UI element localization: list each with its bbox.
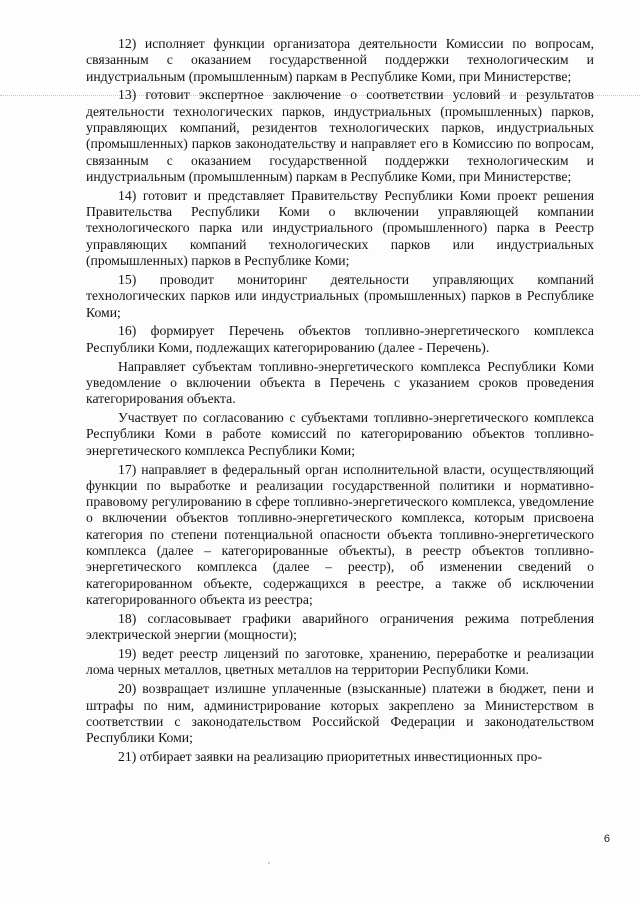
paragraph-item-20: 20) возвращает излишне уплаченные (взысканные) платежи в бюджет, пени и штрафы по ним, администрирование которых закреплено за Министерством в соответствии с законодательством Российской Федерации и законодательством Республики Коми; [86,681,594,746]
paragraph-item-13: 13) готовит экспертное заключение о соответствии условий и результатов деятельности технологических парков, индустриальных (промышленных) парков, управляющих компаний, резидентов технологических парков, индустриальных (промышленных) парков законодательству и направляет его в Комиссию по вопросам, связанным с оказанием государственной поддержки технологическим и индустриальным (промышленным) паркам в Республике Коми, при Министерстве; [86,87,594,184]
paragraph-item-14: 14) готовит и представляет Правительству Республики Коми проект решения Правительства Республики Коми о включении управляющей компании технологического парка или индустриального (промышленного) парка в Реестр управляющих компаний технологических парков или индустриальных (промышленных) парков в Республике Коми; [86,187,594,269]
scan-artifact-dot [268,862,270,864]
paragraph-item-16-participate: Участвует по согласованию с субъектами топливно-энергетического комплекса Республики Коми в работе комиссий по категорированию объектов топливно-энергетического комплекса Республики Коми; [86,410,594,458]
document-body [86,36,594,768]
paragraph-item-21: 21) отбирает заявки на реализацию приоритетных инвестиционных про- [118,749,543,764]
paragraph-item-19: 19) ведет реестр лицензий по заготовке, хранению, переработке и реализации лома черных металлов, цветных металлов на территории Республики Коми. [86,646,594,678]
page-number: 6 [603,833,610,845]
paragraph-item-15: 15) проводит мониторинг деятельности управляющих компаний технологических парков или индустриальных (промышленных) парков в Республике Коми; [86,271,594,320]
paragraph-item-16-notify: Направляет субъектам топливно-энергетического комплекса Республики Коми уведомление о включении объекта в Перечень с указанием сроков проведения категорирования объекта. [86,358,594,407]
paragraph-item-18: 18) согласовывает графики аварийного ограничения режима потребления электрической энергии (мощности); [86,610,594,643]
paragraph-item-16: 16) формирует Перечень объектов топливно-энергетического комплекса Республики Коми, подлежащих категорированию (далее - Перечень). [86,323,594,355]
paragraph-item-17: 17) направляет в федеральный орган исполнительной власти, осуществляющий функции по выработке и реализации государственной политики и нормативно-правовому регулированию в сфере топливно-энергетического комплекса, уведомление о включении объектов топливно-энергетического комплекса, которым присвоена категория по степени потенциальной опасности объекта топливно-энергетического комплекса (далее – категорированные объекты), в реестр объектов топливно-энергетического комплекса (далее – реестр), об изменении сведений о категорированном объекте, содержащихся в реестре, а также об исключении категорированного объекта из реестра; [86,461,594,607]
paragraph-item-12: 12) исполняет функции организатора деятельности Комиссии по вопросам, связанным с оказанием государственной поддержки технологическим и индустриальным (промышленным) паркам в Республике Коми, при Министерстве; [86,36,594,84]
